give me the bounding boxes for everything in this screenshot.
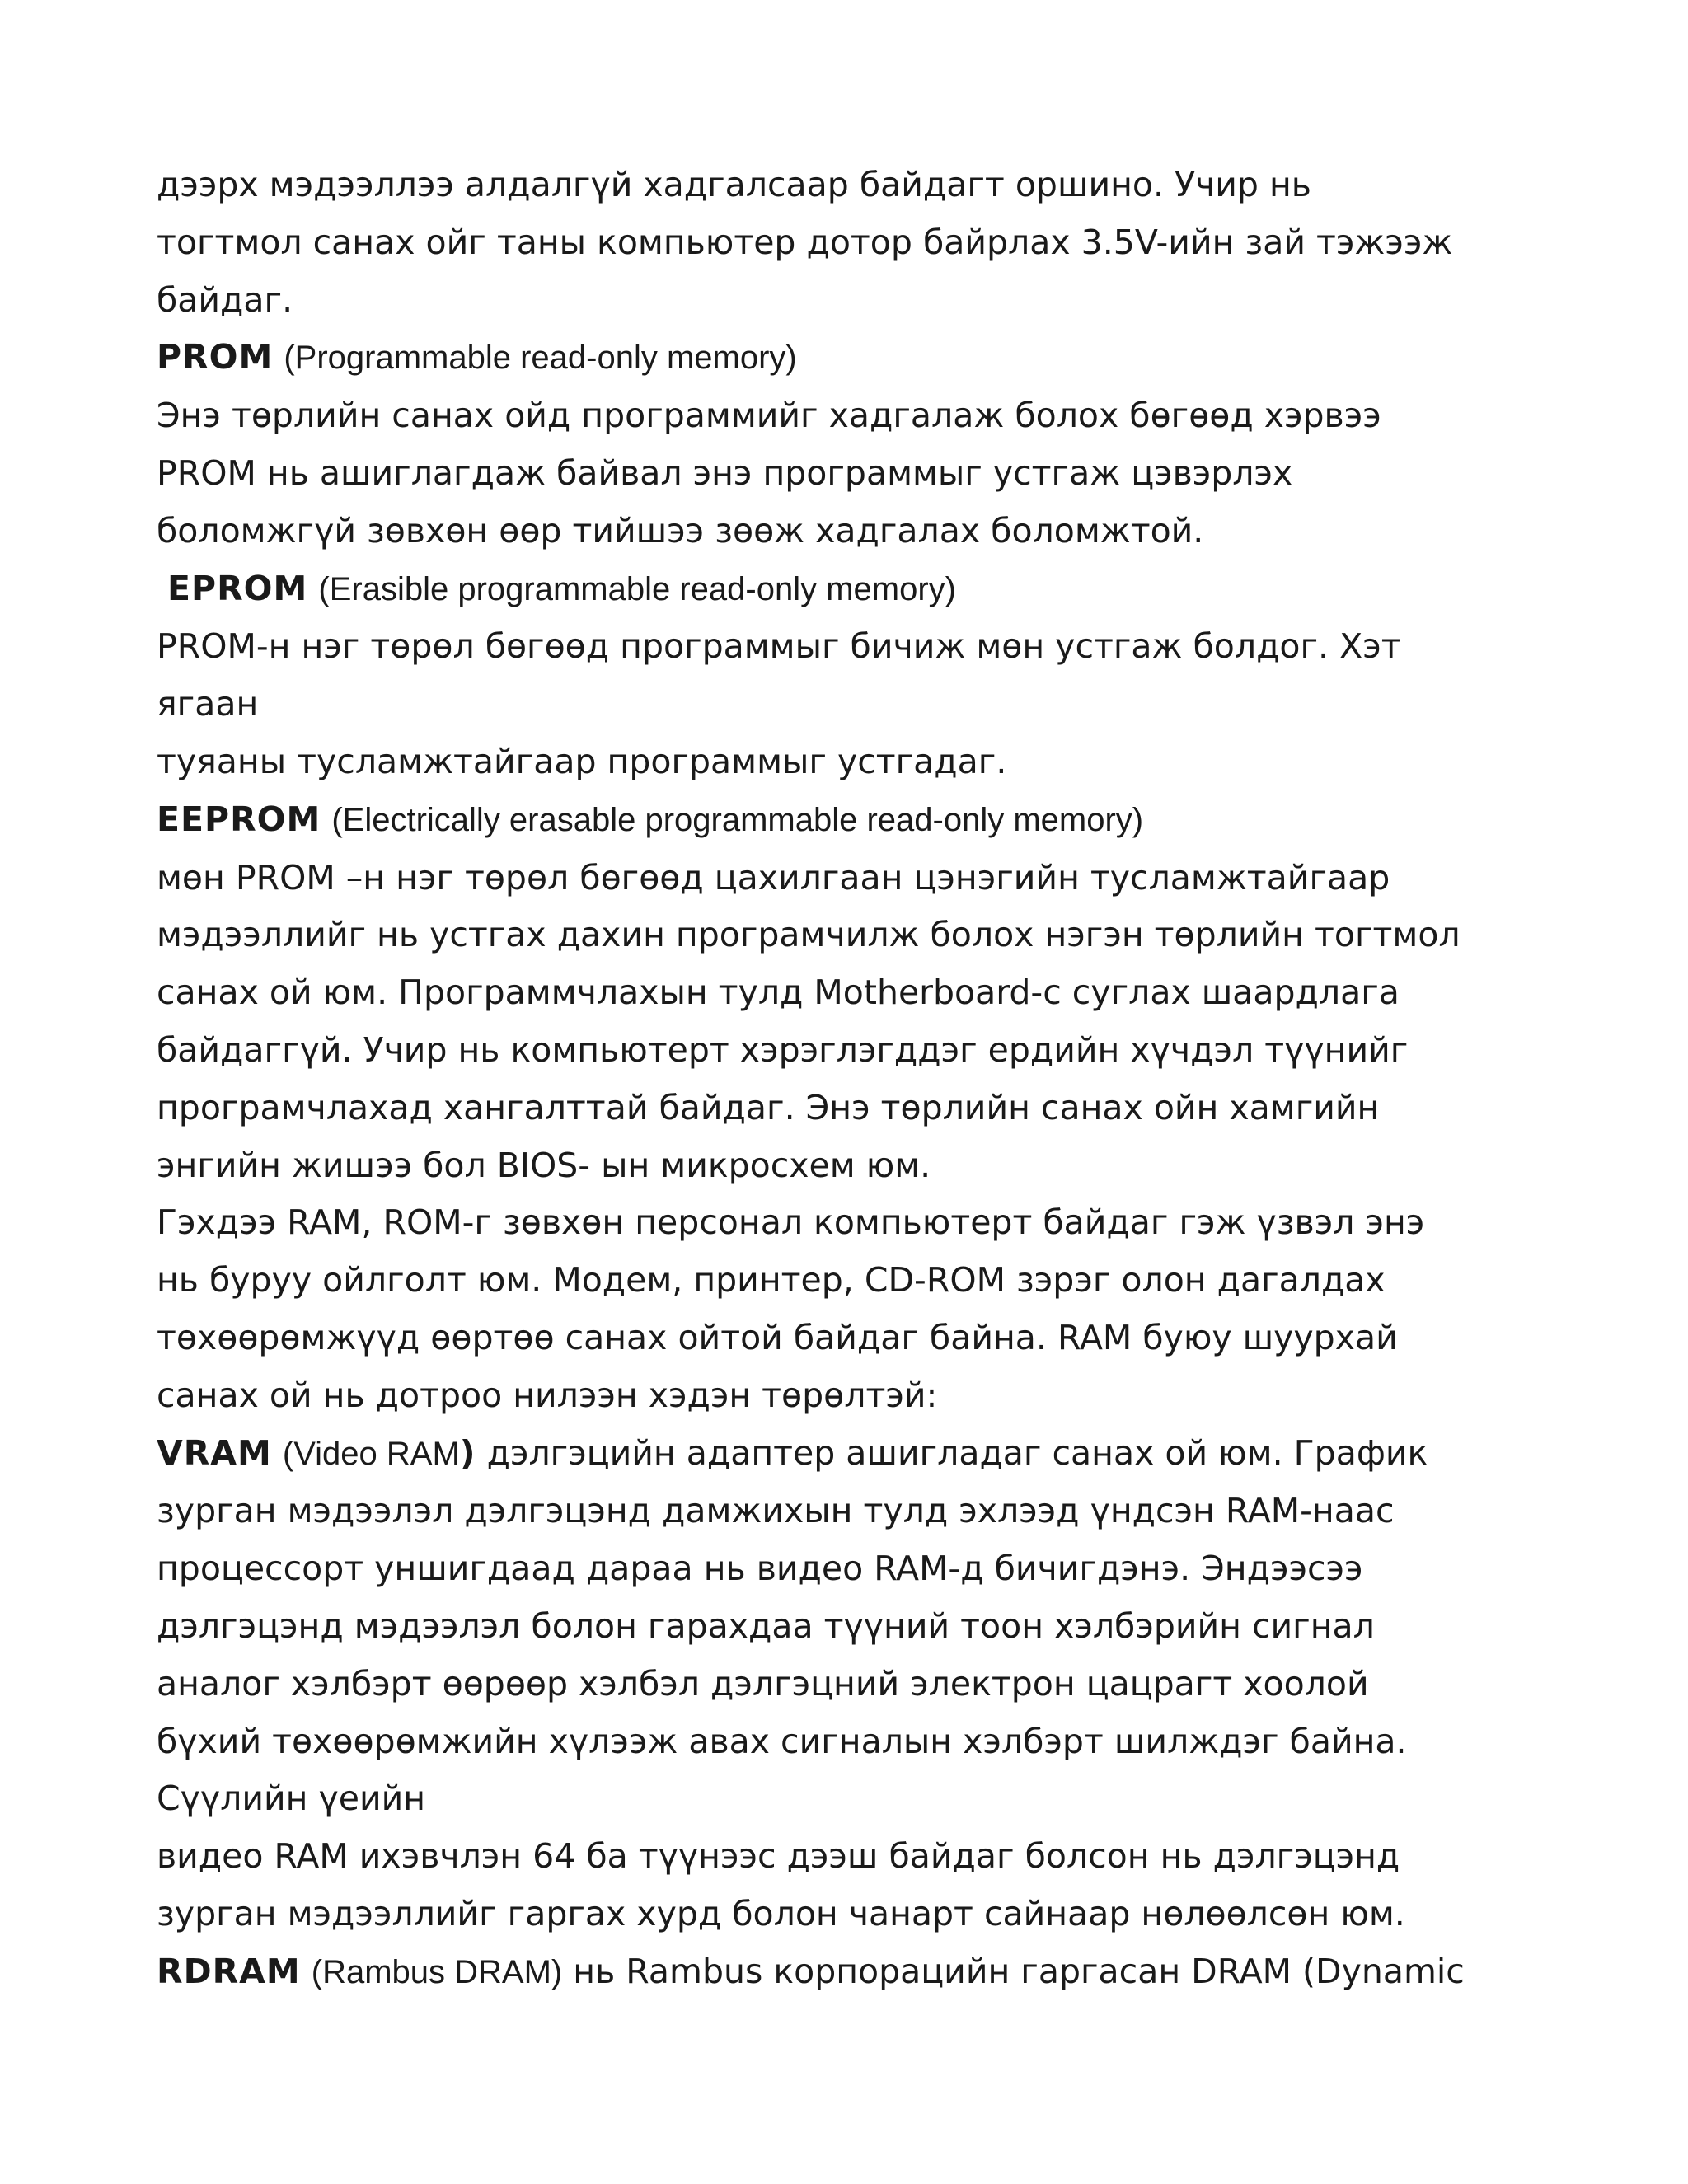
text-line: бүхий төхөөрөмжийн хүлээж авах сигналын хэлбэрт шилждэг байна.	[157, 1721, 1407, 1761]
text-line: боломжгүй зөвхөн өөр тийшээ зөөж хадгалах боломжтой.	[157, 510, 1204, 551]
term-eprom: EPROM	[167, 568, 308, 608]
text-line: Гэхдээ RAM, ROM-г зөвхөн персонал компьютерт байдаг гэж үзвэл энэ	[157, 1202, 1425, 1243]
heading-rdram	[157, 1943, 1550, 2002]
text-line: дээрх мэдээллээ алдалгүй хадгалсаар байдагт оршино. Учир нь	[157, 165, 1311, 204]
text-line: мэдээллийг нь устгах дахин програмчилж болох нэгэн төрлийн тогтмол	[157, 915, 1461, 955]
heading-prom	[157, 329, 1550, 387]
text-line: зурган мэдээлэл дэлгэцэнд дамжихын тулд эхлээд үндсэн RAM-наас	[157, 1491, 1395, 1531]
text-line: аналог хэлбэрт өөрөөр хэлбэл дэлгэцний электрон цацрагт хоолой	[157, 1663, 1369, 1704]
term-rdram-expansion: (Rambus DRAM)	[311, 1953, 563, 1990]
text-line: процессорт уншигдаад дараа нь видео RAM-д бичигдэнэ. Эндээсээ	[157, 1549, 1363, 1589]
term-prom-expansion: (Programmable read-only memory)	[284, 340, 797, 377]
text-line: видео RAM ихэвчлэн 64 ба түүнээс дээш байдаг болсон нь дэлгэцэнд	[157, 1836, 1400, 1877]
text-line: мөн PROM –н нэг төрөл бөгөөд цахилгаан цэнэгийн тусламжтайгаар	[157, 857, 1390, 898]
text-line: PROM нь ашиглагдаж байвал энэ программыг устгаж цэвэрлэх	[157, 452, 1293, 493]
term-prom: PROM	[157, 337, 274, 377]
text-line: Энэ төрлийн санах ойд программийг хадгалаж болох бөгөөд хэрвээ	[157, 396, 1381, 436]
text-line: байдаг.	[157, 279, 293, 320]
term-vram-close-paren: )	[459, 1432, 476, 1473]
term-vram: VRAM	[157, 1432, 272, 1473]
text-line: тогтмол санах ойг таны компьютер дотор байрлах 3.5V-ийн зай тэжээж	[157, 222, 1453, 262]
term-eprom-expansion: (Erasible programmable read-only memory)	[318, 570, 956, 607]
text-line: байдаггүй. Учир нь компьютерт хэрэглэгддэг ердийн хүчдэл түүнийг	[157, 1029, 1409, 1070]
term-vram-expansion: (Video RAM	[282, 1435, 460, 1472]
heading-eeprom	[157, 791, 1550, 850]
text-line: дэлгэцэнд мэдээлэл болон гарахдаа түүний тоон хэлбэрийн сигнал	[157, 1605, 1375, 1646]
text-line: ягаан	[157, 684, 259, 724]
term-eeprom-expansion: (Electrically erasable programmable read-only memory)	[331, 801, 1144, 838]
text-line: нь буруу ойлголт юм. Модем, принтер, CD-ROM зэрэг олон дагалдах	[157, 1260, 1386, 1301]
text-line: санах ой юм. Программчлахын тулд Motherboard-с суглах шаардлага	[157, 972, 1400, 1013]
text-line: зурган мэдээллийг гаргах хурд болон чанарт сайнаар нөлөөлсөн юм.	[157, 1893, 1405, 1933]
text-line: програмчлахад хангалттай байдаг. Энэ төрлийн санах ойн хамгийн	[157, 1087, 1380, 1127]
term-eeprom: EEPROM	[157, 799, 321, 839]
term-rdram: RDRAM	[157, 1951, 301, 1991]
heading-eprom	[157, 560, 1550, 619]
text-line: туяаны тусламжтайгаар программыг устгадаг.	[157, 741, 1007, 781]
text-line: PROM-н нэг төрөл бөгөөд программыг бичиж мөн устгаж болдог. Хэт	[157, 626, 1401, 667]
document-page	[157, 157, 1550, 2002]
term-rdram-description: нь Rambus корпорацийн гаргасан DRAM (Dynamic	[573, 1951, 1465, 1991]
term-vram-description: дэлгэцийн адаптер ашигладаг санах ой юм. График	[486, 1432, 1428, 1473]
text-line: төхөөрөмжүүд өөртөө санах ойтой байдаг байна. RAM буюу шуурхай	[157, 1317, 1398, 1357]
heading-vram	[157, 1425, 1550, 1483]
text-line: Сүүлийн үеийн	[157, 1779, 426, 1819]
text-line: энгийн жишээ бол BIOS- ын микросхем юм.	[157, 1145, 931, 1185]
text-line: санах ой нь дотроо нилээн хэдэн төрөлтэй:	[157, 1375, 938, 1415]
